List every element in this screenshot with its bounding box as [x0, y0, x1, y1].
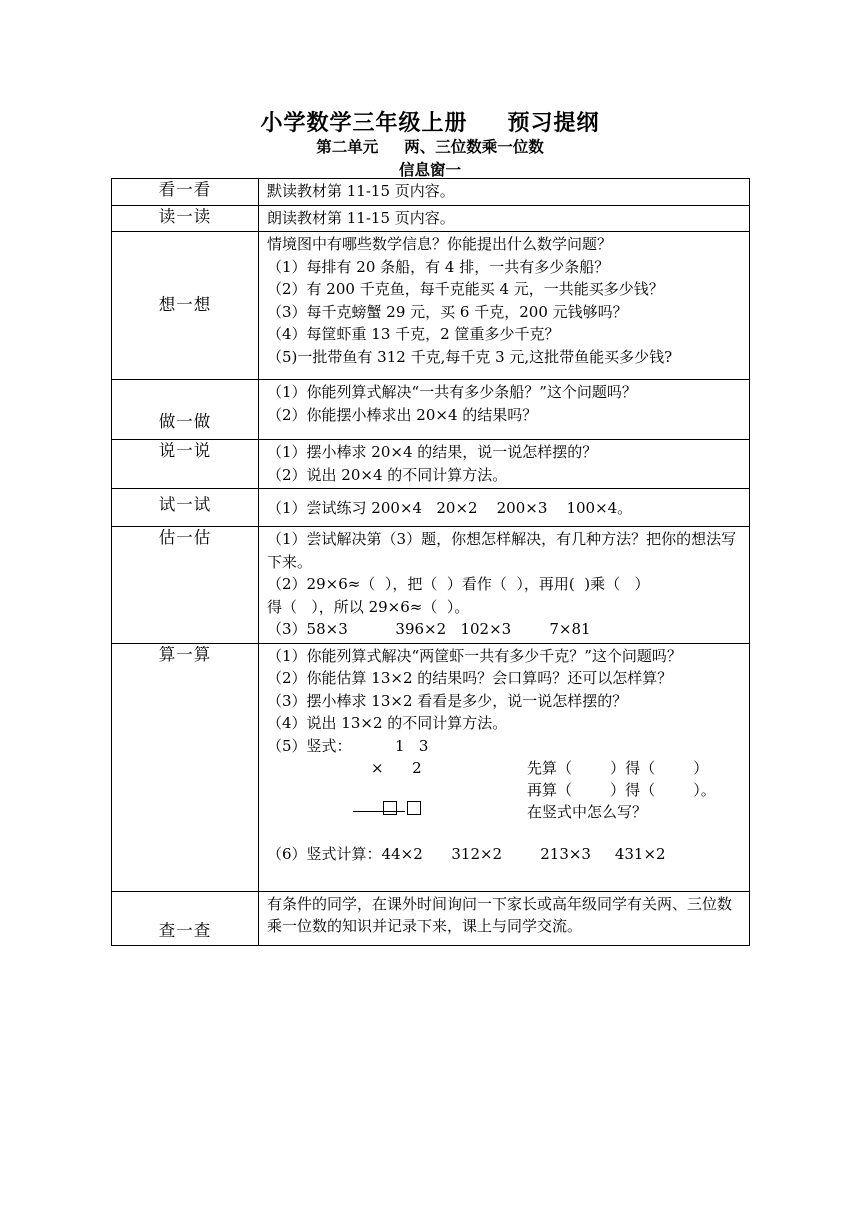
row-label: 读一读: [112, 205, 259, 232]
title-right: 预习提纲: [507, 111, 600, 136]
row-label: [112, 232, 259, 380]
table-row: [112, 179, 750, 206]
content-line: （5)一批带鱼有 312 千克,每千克 3 元,这批带鱼能买多少钱?: [267, 347, 673, 366]
vertical-label: （5）竖式：: [267, 736, 352, 755]
row-label: 说一说: [112, 440, 259, 489]
row-label-text: 试一试: [158, 495, 212, 514]
unit-subtitle: [0, 135, 860, 157]
content-line: （3）每千克螃蟹 29 元，买 6 千克，200 元钱够吗？: [267, 302, 628, 321]
row-content: [259, 440, 750, 489]
second-step-text: 再算（ ）得（ ）。: [527, 780, 716, 799]
content-line: （1）尝试练习 200×4 20×2 200×3 100×4。: [267, 499, 633, 517]
row-label: 看一看: [112, 179, 259, 206]
answer-box: [383, 801, 397, 815]
content-line: 得（ ），所以 29×6≈（ ）。: [267, 597, 470, 616]
first-step-text: 先算（ ）得（ ）: [527, 758, 709, 777]
content-line: 默读教材第 11-15 页内容。: [267, 182, 455, 200]
content-line: （6）竖式计算：44×2 312×2 213×3 431×2: [267, 844, 666, 863]
content-line: （4）说出 13×2 的不同计算方法。: [267, 714, 508, 732]
answer-box: [407, 801, 421, 815]
table-row: [112, 489, 750, 527]
row-label: [112, 380, 259, 440]
row-label: [112, 891, 259, 945]
row-content: [259, 205, 750, 232]
table-row: [112, 891, 750, 945]
row-label: 算一算: [112, 643, 259, 891]
content-line: （2）说出 20×4 的不同计算方法。: [267, 465, 508, 484]
table-row: [112, 527, 750, 644]
content-line: 情境图中有哪些数学信息？你能提出什么数学问题？: [267, 235, 613, 253]
content-line: （1）你能列算式解决“一共有多少条船？”这个问题吗？: [267, 383, 637, 401]
outline-table: [111, 178, 750, 946]
content-line: 朗读教材第 11-15 页内容。: [267, 208, 455, 227]
table-row: [112, 232, 750, 380]
row-content: [259, 179, 750, 206]
content-line: （2）有 200 千克鱼，每千克能买 4 元，一共能买多少钱？: [267, 280, 664, 298]
content-line: （2）你能摆小棒求出 20×4 的结果吗？: [267, 405, 538, 424]
row-content: [259, 380, 750, 440]
row-label: [112, 489, 259, 527]
window-subtitle: 信息窗一: [398, 161, 461, 179]
table-row: [112, 205, 750, 232]
answer-boxes: [383, 801, 407, 824]
row-content: [259, 891, 750, 945]
table-row: [112, 643, 750, 891]
content-line: （1）摆小棒求 20×4 的结果，说一说怎样摆的？: [267, 443, 598, 461]
content-line: （1）尝试解决第（3）题，你想怎样解决，有几种方法？把你的想法写下来。: [267, 530, 737, 571]
page-title: [0, 106, 860, 137]
row-label-text: 做一做: [158, 411, 212, 431]
how-to-write-text: 在竖式中怎么写？: [527, 802, 648, 821]
content-line: （1）你能列算式解决“两筐虾一共有多少千克？”这个问题吗？: [267, 646, 682, 665]
content-line: （3）摆小棒求 13×2 看看是多少，说一说怎样摆的？: [267, 691, 628, 710]
title-left: 小学数学三年级上册: [260, 111, 468, 136]
vertical-calculation: [267, 735, 743, 843]
row-content: [259, 489, 750, 527]
table-row: [112, 440, 750, 489]
row-label-text: 查一查: [158, 921, 212, 940]
unit-label: 第二单元: [316, 138, 379, 156]
row-label: 估一估: [112, 527, 259, 644]
table-row: [112, 380, 750, 440]
content-line: 有条件的同学，在课外时间询问一下家长或高年级同学有关两、三位数乘一位数的知识并记录下来，课上与同学交流。: [267, 894, 733, 935]
row-label-text: 想一想: [158, 295, 212, 315]
row-content: [259, 232, 750, 380]
row-content: [259, 527, 750, 644]
content-line: （2）29×6≈（ ），把（ ）看作（ ），再用( )乘（ ）: [267, 575, 650, 593]
content-line: （1）每排有 20 条船，有 4 排，一共有多少条船？: [267, 257, 610, 276]
content-line: （3）58×3 396×2 102×3 7×81: [267, 620, 591, 638]
vertical-multiplier: × 2: [371, 758, 422, 777]
topic-label: 两、三位数乘一位数: [404, 138, 544, 156]
row-content: [259, 643, 750, 891]
content-line: （4）每筐虾重 13 千克，2 筐重多少千克？: [267, 325, 560, 343]
content-line: （2）你能估算 13×2 的结果吗？会口算吗？还可以怎样算？: [267, 669, 673, 687]
vertical-top-digits: 1 3: [395, 736, 429, 755]
